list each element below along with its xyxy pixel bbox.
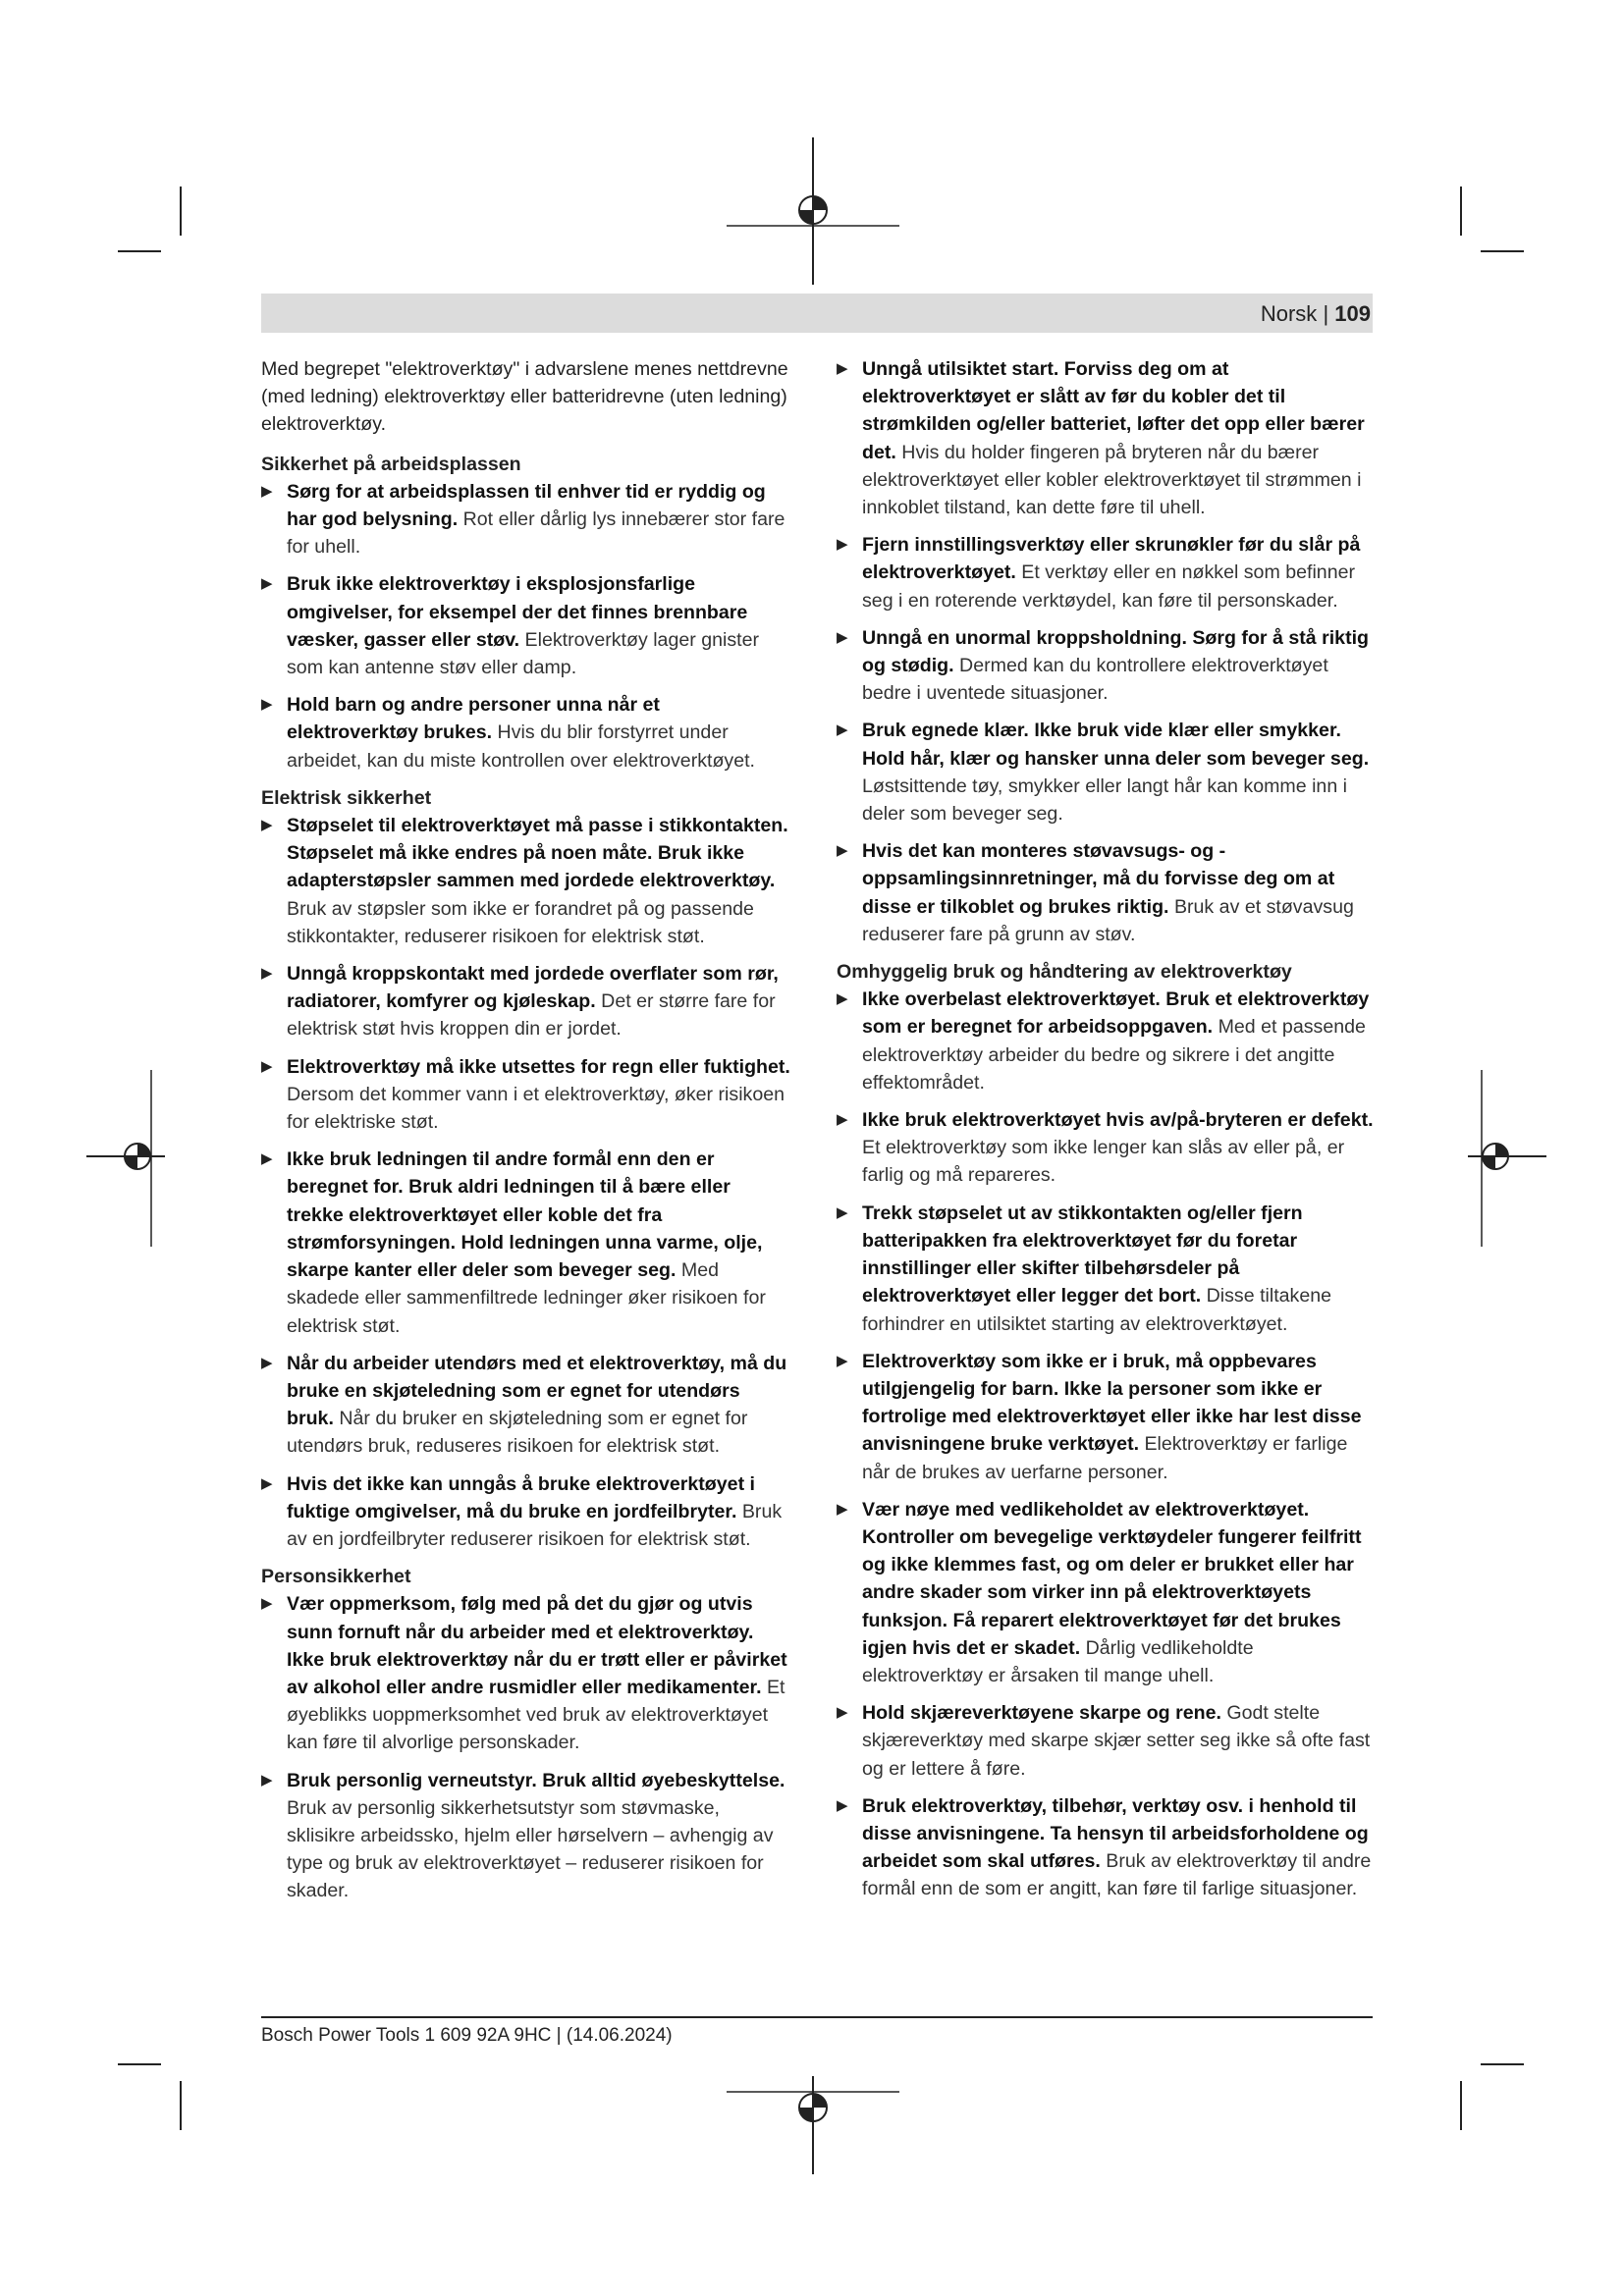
list-item: ▶ Vær nøye med vedlikeholdet av elektroverktøyet. Kontroller om bevegelige verktøydeler fungerer feilfritt og ikke klemmes fast, og om deler er brukket eller har andre skader som virker inn på elektroverktøyets funksjon. Få reparert elektroverktøyet før det brukes igjen hvis det er skadet. Dårlig vedlikeholdte elektroverktøy er årsaken til mange uhell. xyxy=(837,1496,1377,1689)
bullet-arrow-icon: ▶ xyxy=(261,965,273,983)
bullet-arrow-icon: ▶ xyxy=(837,721,848,739)
registration-target-icon xyxy=(86,1070,165,1247)
list-item: ▶ Støpselet til elektroverktøyet må passe i stikkontakten. Støpselet må ikke endres på noen måte. Bruk ikke adapterstøpsler sammen med jordede elektroverktøy. Bruk av støpsler som ikke er forandret på og passende stikkontakter, reduserer risikoen for elektrisk støt. xyxy=(261,812,791,950)
bullet-arrow-icon: ▶ xyxy=(837,360,848,377)
crop-mark xyxy=(1460,2081,1462,2130)
list-item: ▶ Elektroverktøy som ikke er i bruk, må oppbevares utilgjengelig for barn. Ikke la personer som ikke er fortrolige med elektroverktøyet eller ikke har lest disse anvisningene bruke verktøyet. Elektroverktøy er farlige når de brukes av uerfarne personer. xyxy=(837,1348,1377,1486)
bullet-arrow-icon: ▶ xyxy=(837,1796,848,1814)
section-heading: Omhyggelig bruk og håndtering av elektroverktøy xyxy=(837,961,1292,984)
list-item: ▶ Vær oppmerksom, følg med på det du gjør og utvis sunn fornuft når du arbeider med et elektroverktøy. Ikke bruk elektroverktøy når du er trøtt eller er påvirket av alkohol eller andre rusmidler eller medikamenter. Et øyeblikks uoppmerksomhet ved bruk av elektroverktøyet kan føre til alvorlige personskader. xyxy=(261,1590,791,1756)
list-item: ▶ Elektroverktøy må ikke utsettes for regn eller fuktighet. Dersom det kommer vann i et elektroverktøy, øker risikoen for elektriske støt. xyxy=(261,1053,791,1137)
list-item: ▶ Unngå en unormal kroppsholdning. Sørg for å stå riktig og stødig. Dermed kan du kontrollere elektroverktøyet bedre i uventede situasjoner. xyxy=(837,624,1377,708)
section-heading: Elektrisk sikkerhet xyxy=(261,786,432,809)
bullet-arrow-icon: ▶ xyxy=(837,1111,848,1129)
list-item: ▶ Trekk støpselet ut av stikkontakten og/eller fjern batteripakken fra elektroverktøyet før du foretar innstillinger eller skifter tilbehørsdeler på elektroverktøyet eller legger det bort. Disse tiltakene forhindrer en utilsiktet starting av elektroverktøyet. xyxy=(837,1200,1377,1338)
list-item: ▶ Bruk ikke elektroverktøy i eksplosjonsfarlige omgivelser, for eksempel der det finnes brennbare væsker, gasser eller støv. Elektroverktøy lager gnister som kan antenne støv eller damp. xyxy=(261,570,791,681)
bullet-arrow-icon: ▶ xyxy=(837,1352,848,1369)
bullet-arrow-icon: ▶ xyxy=(837,1203,848,1221)
bullet-arrow-icon: ▶ xyxy=(837,1704,848,1722)
list-item: ▶ Hvis det ikke kan unngås å bruke elektroverktøyet i fuktige omgivelser, må du bruke en jordfeilbryter. Bruk av en jordfeilbryter reduserer risikoen for elektrisk støt. xyxy=(261,1470,791,1554)
list-item: ▶ Bruk personlig verneutstyr. Bruk alltid øyebeskyttelse. Bruk av personlig sikkerhetsutstyr som støvmaske, sklisikre arbeidssko, hjelm eller hørselvern – avhengig av type og bruk av elektroverktøyet – reduserer risikoen for skader. xyxy=(261,1767,791,1905)
list-item: ▶ Hold barn og andre personer unna når et elektroverktøy brukes. Hvis du blir forstyrret under arbeidet, kan du miste kontrollen over elektroverktøyet. xyxy=(261,691,791,774)
bullet-arrow-icon: ▶ xyxy=(837,628,848,646)
bullet-arrow-icon: ▶ xyxy=(261,1771,273,1789)
section-heading: Sikkerhet på arbeidsplassen xyxy=(261,453,521,475)
bullet-arrow-icon: ▶ xyxy=(261,1595,273,1613)
intro-paragraph: Med begrepet "elektroverktøy" i advarslene menes nettdrevne (med ledning) elektroverktøy eller batteridrevne (uten ledning) elektroverktøy. xyxy=(261,358,788,436)
crop-mark xyxy=(1481,2063,1524,2065)
list-item: ▶ Unngå utilsiktet start. Forviss deg om at elektroverktøyet er slått av før du kobler det til strømkilden og/eller batteriet, løfter det opp eller bærer det. Hvis du holder fingeren på bryteren når du bærer elektroverktøyet eller kobler elektroverktøyet til strømmen i innkoblet tilstand, kan dette føre til uhell. xyxy=(837,355,1377,521)
list-item: ▶ Bruk elektroverktøy, tilbehør, verktøy osv. i henhold til disse anvisningene. Ta hensyn til arbeidsforholdene og arbeidet som skal utføres. Bruk av elektroverktøy til andre formål enn de som er angitt, kan føre til farlige situasjoner. xyxy=(837,1792,1377,1903)
header-bar xyxy=(261,294,1373,333)
page-footer: Bosch Power Tools 1 609 92A 9HC | (14.06.2024) xyxy=(261,2025,673,2046)
left-column xyxy=(261,355,791,1915)
bullet-arrow-icon: ▶ xyxy=(261,1474,273,1492)
list-item: ▶ Unngå kroppskontakt med jordede overflater som rør, radiatorer, komfyrer og kjøleskap. Det er større fare for elektrisk støt hvis kroppen din er jordet. xyxy=(261,960,791,1043)
bullet-arrow-icon: ▶ xyxy=(837,842,848,860)
crop-mark xyxy=(118,250,161,252)
bullet-arrow-icon: ▶ xyxy=(261,575,273,593)
right-column xyxy=(837,355,1377,1913)
crop-mark xyxy=(1460,187,1462,236)
bullet-arrow-icon: ▶ xyxy=(261,1057,273,1075)
footer-rule xyxy=(261,2016,1373,2018)
bullet-arrow-icon: ▶ xyxy=(837,536,848,554)
list-item: ▶ Sørg for at arbeidsplassen til enhver tid er ryddig og har god belysning. Rot eller dårlig lys innebærer stor fare for uhell. xyxy=(261,478,791,561)
header-language: Norsk xyxy=(1260,301,1318,326)
bullet-arrow-icon: ▶ xyxy=(261,817,273,834)
page-number: 109 xyxy=(1334,301,1371,326)
section-heading: Personsikkerhet xyxy=(261,1566,411,1588)
bullet-arrow-icon: ▶ xyxy=(837,990,848,1008)
registration-target-icon xyxy=(727,137,903,285)
crop-mark xyxy=(180,187,182,236)
header-separator: | xyxy=(1323,301,1329,326)
registration-target-icon xyxy=(727,2076,903,2174)
list-item: ▶ Hvis det kan monteres støvavsugs- og -oppsamlingsinnretninger, må du forvisse deg om at disse er tilkoblet og brukes riktig. Bruk av et støvavsug reduserer fare på grunn av støv. xyxy=(837,837,1377,948)
list-item: ▶ Fjern innstillingsverktøy eller skrunøkler før du slår på elektroverktøyet. Et verktøy eller en nøkkel som befinner seg i en roterende verktøydel, kan føre til personskader. xyxy=(837,531,1377,614)
bullet-arrow-icon: ▶ xyxy=(261,482,273,500)
list-item: ▶ Ikke bruk ledningen til andre formål enn den er beregnet for. Bruk aldri ledningen til å bære eller trekke elektroverktøyet eller koble det fra strømforsyningen. Hold ledningen unna varme, olje, skarpe kanter eller deler som beveger seg. Med skadede eller sammenfiltrede ledninger øker risikoen for elektrisk støt. xyxy=(261,1146,791,1339)
list-item: ▶ Når du arbeider utendørs med et elektroverktøy, må du bruke en skjøteledning som er egnet for utendørs bruk. Når du bruker en skjøteledning som er egnet for utendørs bruk, reduseres risikoen for elektrisk støt. xyxy=(261,1350,791,1461)
page-header xyxy=(1261,301,1371,327)
list-item: ▶ Hold skjæreverktøyene skarpe og rene. Godt stelte skjæreverktøy med skarpe skjær setter seg ikke så ofte fast og er lettere å føre. xyxy=(837,1699,1377,1783)
bullet-arrow-icon: ▶ xyxy=(837,1500,848,1518)
bullet-arrow-icon: ▶ xyxy=(261,1150,273,1168)
crop-mark xyxy=(118,2063,161,2065)
crop-mark xyxy=(1481,250,1524,252)
bullet-arrow-icon: ▶ xyxy=(261,1354,273,1371)
list-item: ▶ Ikke overbelast elektroverktøyet. Bruk et elektroverktøy som er beregnet for arbeidsoppgaven. Med et passende elektroverktøy arbeider du bedre og sikrere i det angitte effektområdet. xyxy=(837,986,1377,1096)
list-item: ▶ Bruk egnede klær. Ikke bruk vide klær eller smykker. Hold hår, klær og hansker unna deler som beveger seg. Løstsittende tøy, smykker eller langt hår kan komme inn i deler som beveger seg. xyxy=(837,717,1377,828)
crop-mark xyxy=(180,2081,182,2130)
list-item: ▶ Ikke bruk elektroverktøyet hvis av/på-bryteren er defekt. Et elektroverktøy som ikke lenger kan slås av eller på, er farlig og må repareres. xyxy=(837,1106,1377,1190)
bullet-arrow-icon: ▶ xyxy=(261,696,273,714)
registration-target-icon xyxy=(1468,1070,1546,1247)
